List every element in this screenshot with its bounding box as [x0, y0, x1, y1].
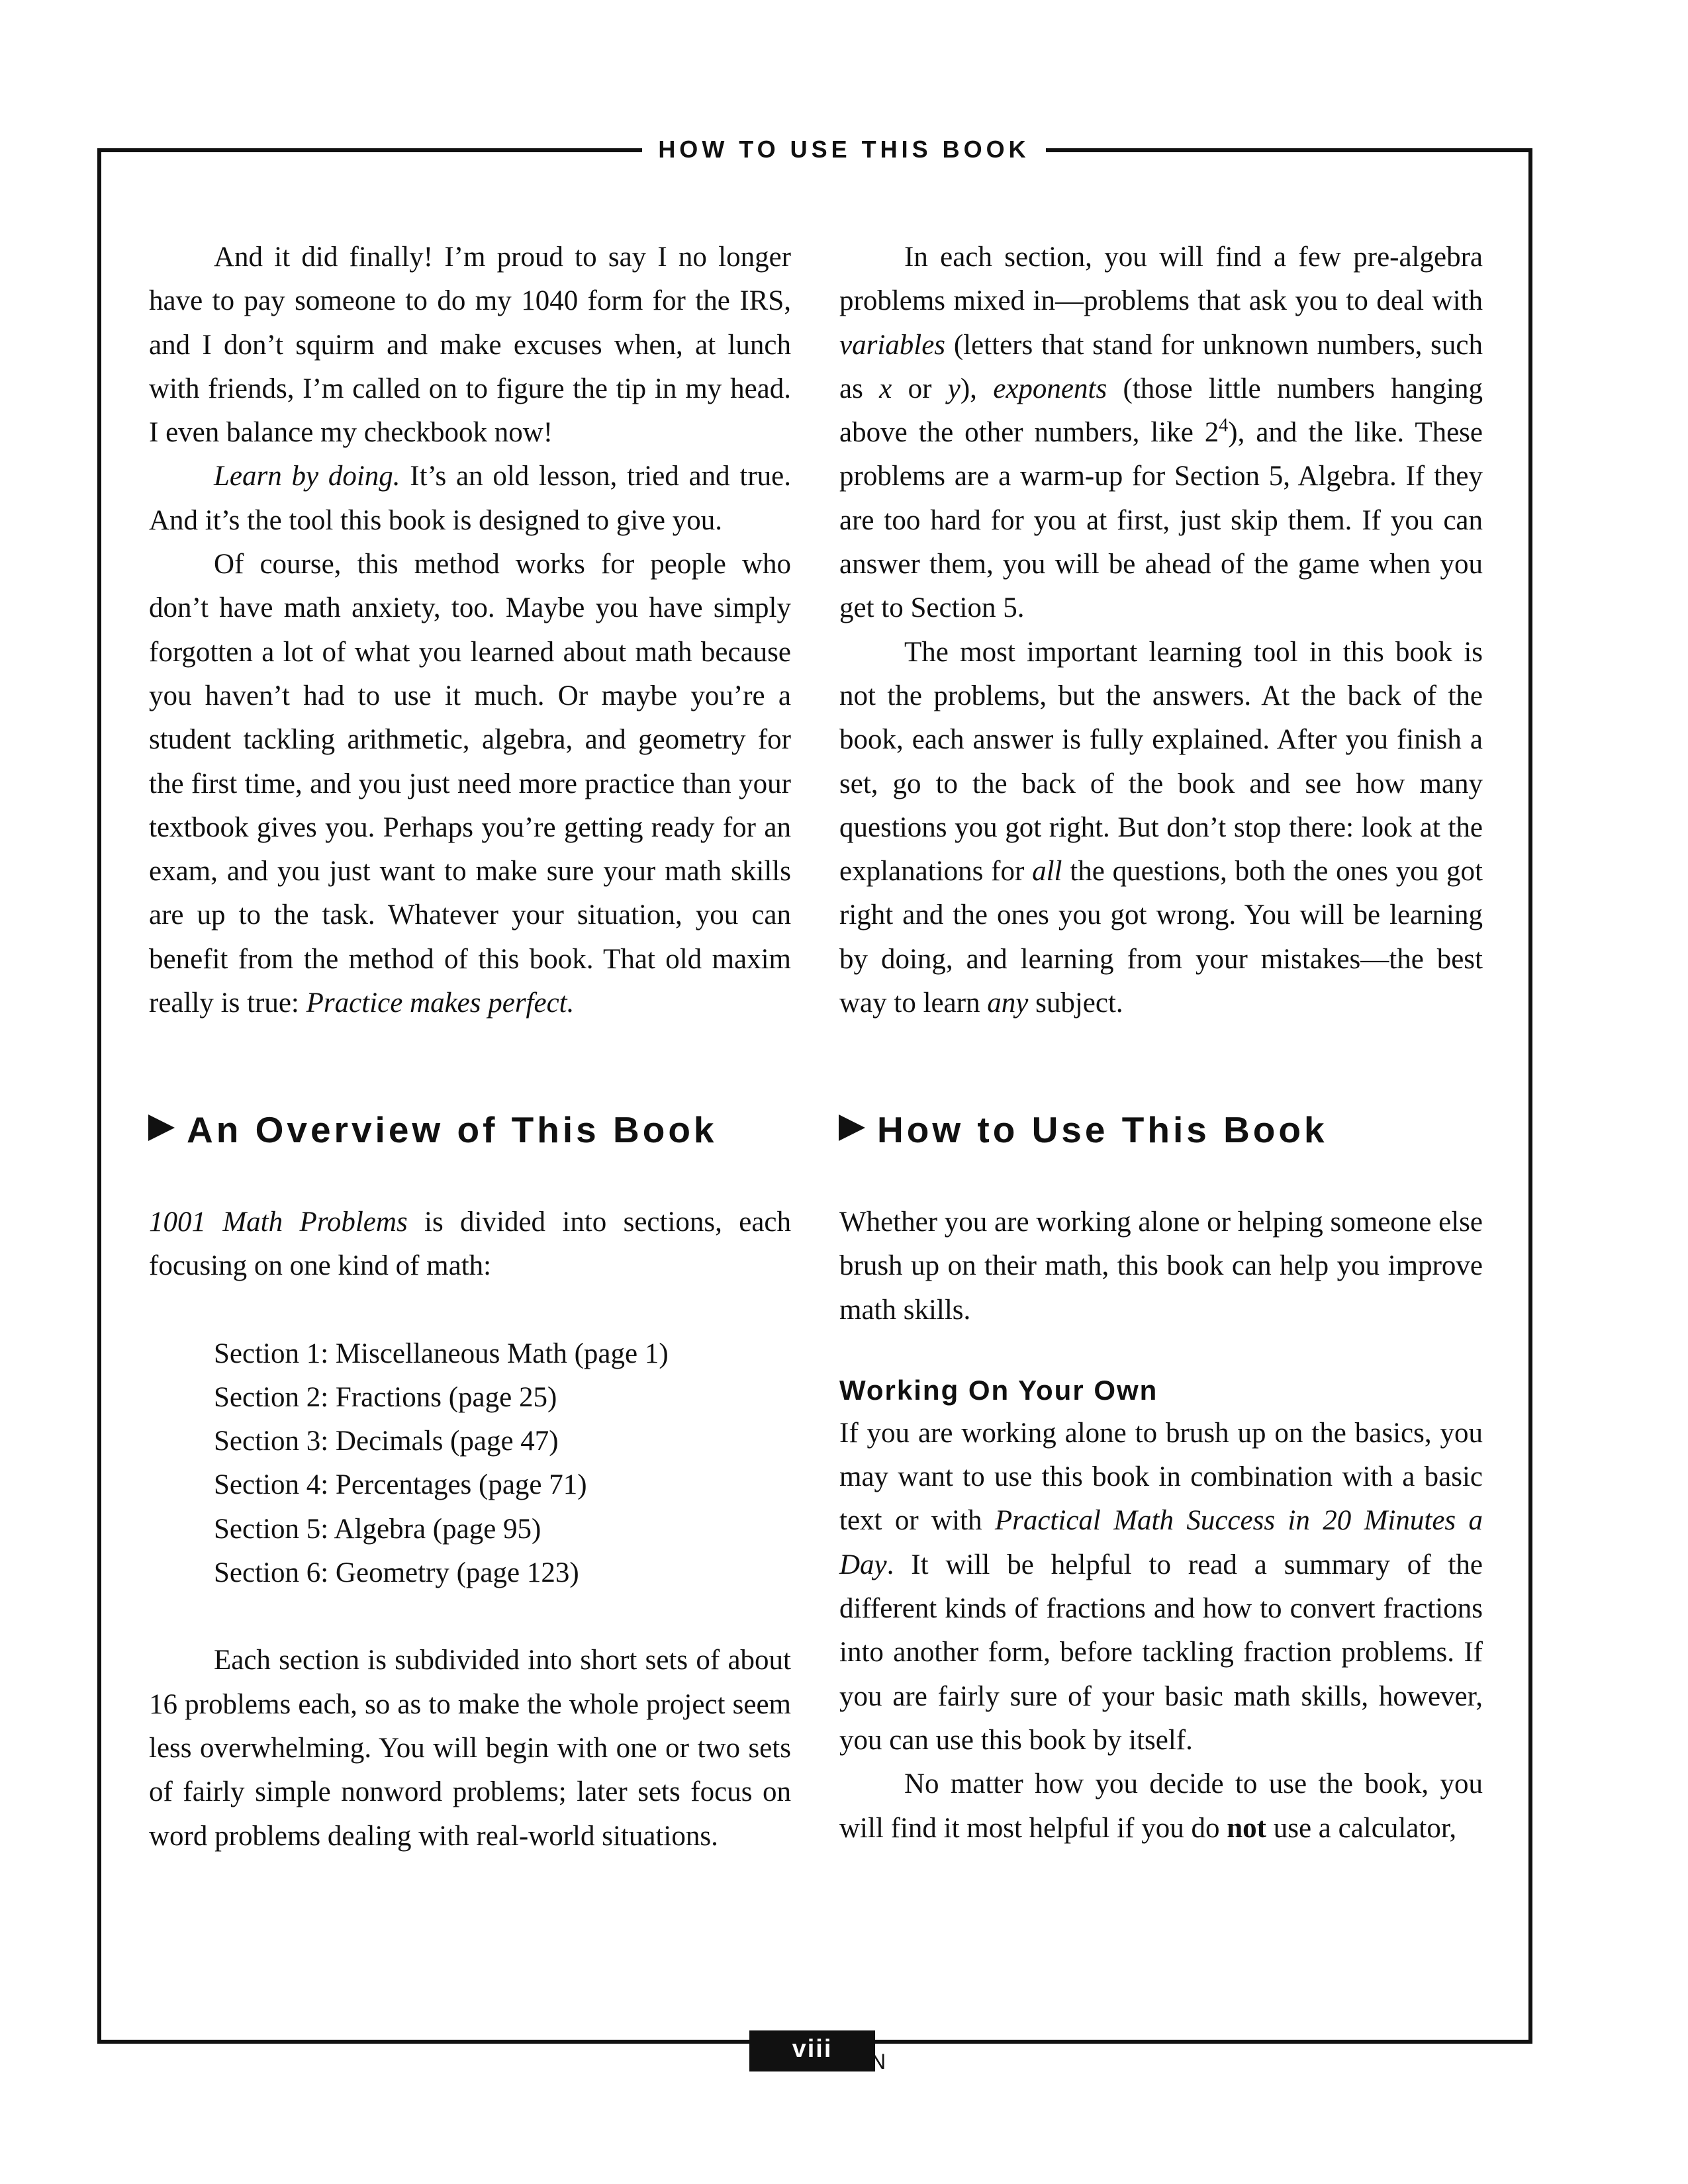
text: use a calculator,	[1266, 1812, 1457, 1844]
text: . It will be helpful to read a summary of the different kinds of fractions and how to convert fractions into another form, before tackling fraction problems. If you are fairly sure of your basic math skills, however, you can use this book by itself.	[839, 1549, 1483, 1756]
paragraph	[149, 455, 791, 543]
list-item: Section 1: Miscellaneous Math (page 1)	[214, 1338, 669, 1369]
paragraph	[149, 1201, 791, 1289]
page-number: viii	[792, 2035, 833, 2063]
heading-text: How to Use This Book	[877, 1109, 1328, 1150]
text: the questions, both the ones you got right and the ones you got wrong. You will be learning by doing, and learning from your mistakes—the best way to learn	[839, 856, 1483, 1019]
text: ), and the like. These problems are a warm-up for Section 5, Algebra. If they are too hard for you at first, just skip them. If you can answer them, you will be ahead of the game when you get to Section 5.	[839, 417, 1483, 624]
paragraph: Each section is subdivided into short sets of about 16 problems each, so as to make the whole project seem less overwhelming. You will begin with one or two sets of fairly simple nonword problems; later sets focus on word problems dealing with real-world situations.	[149, 1645, 791, 1852]
italic-text: Practical Math Success in 20 Minutes a Day	[839, 1505, 1483, 1580]
subheading: Working On Your Own	[839, 1374, 1158, 1406]
left-column-top	[149, 236, 791, 1025]
italic-text: variables	[839, 329, 946, 361]
italic-text: any	[987, 987, 1029, 1019]
text: In each section, you will find a few pre-algebra problems mixed in—problems that ask you to deal with	[839, 242, 1483, 317]
list-item: Section 4: Percentages (page 71)	[214, 1469, 587, 1501]
section-list	[149, 1332, 791, 1596]
text: is divided into sections, each focusing on one kind of math:	[149, 1206, 791, 1282]
italic-text: exponents	[993, 373, 1107, 404]
triangle-bullet-icon	[148, 1115, 175, 1141]
italic-text: y	[947, 373, 961, 404]
paragraph	[149, 543, 791, 1025]
running-header	[0, 134, 1688, 165]
italic-text: Practice makes perfect.	[306, 987, 575, 1019]
list-item: Section 5: Algebra (page 95)	[214, 1513, 541, 1545]
italic-text: Learn by doing.	[214, 461, 400, 492]
text: No matter how you decide to use the book, you will find it most helpful if you do	[839, 1768, 1483, 1844]
paragraph	[839, 1762, 1483, 1850]
footer-mark: N	[870, 2050, 886, 2073]
list-item: Section 3: Decimals (page 47)	[214, 1426, 559, 1457]
paragraph	[839, 631, 1483, 1026]
text: ),	[960, 373, 994, 404]
text: or	[892, 373, 948, 404]
text: The most important learning tool in this book is not the problems, but the answers. At the back of the book, each answer is fully explained. After you finish a set, go to the back of the book and see how many questions you got right. But don’t stop there: look at the explanations for	[839, 636, 1483, 887]
text: If you are working alone to brush up on the basics, you may want to use this book in combination with a basic text or with	[839, 1417, 1483, 1537]
right-column-bottom	[839, 1201, 1483, 1850]
running-title: HOW TO USE THIS BOOK	[642, 136, 1045, 163]
text: subject.	[1028, 987, 1123, 1019]
text: It’s an old lesson, tried and true. And it’s the tool this book is designed to give you.	[149, 461, 791, 536]
triangle-bullet-icon	[839, 1115, 865, 1141]
italic-text: 1001 Math Problems	[149, 1206, 408, 1238]
text: (those little numbers hanging above the other numbers, like 2	[839, 373, 1483, 449]
text: (letters that stand for unknown numbers, such as	[839, 329, 1483, 404]
paragraph	[839, 1412, 1483, 1762]
bold-text: not	[1227, 1812, 1266, 1844]
page-number-box	[749, 2030, 875, 2071]
right-column-top	[839, 236, 1483, 1025]
heading-text: An Overview of This Book	[187, 1109, 718, 1150]
paragraph: Whether you are working alone or helping someone else brush up on their math, this book can help you improve math skills.	[839, 1206, 1483, 1326]
italic-text: x	[879, 373, 892, 404]
superscript: 4	[1219, 415, 1229, 436]
left-column-bottom	[149, 1201, 791, 1858]
text: Of course, this method works for people who don’t have math anxiety, too. Maybe you have simply forgotten a lot of what you learned about math because you haven’t had to use it much. Or maybe you’re a student tackling arithmetic, algebra, and geometry for the first time, and you just need more practice than your textbook gives you. Perhaps you’re getting ready for an exam, and you just want to make sure your math skills are up to the task. Whatever your situation, you can benefit from the method of this book. That old maxim really is true:	[149, 549, 791, 1019]
paragraph	[839, 236, 1483, 631]
overview-heading	[148, 1107, 718, 1153]
italic-text: all	[1032, 856, 1062, 887]
paragraph: And it did finally! I’m proud to say I no longer have to pay someone to do my 1040 form for the IRS, and I don’t squirm and make excuses when, at lunch with friends, I’m called on to figure the tip in my head. I even balance my checkbook now!	[149, 242, 791, 449]
list-item: Section 2: Fractions (page 25)	[214, 1381, 557, 1413]
list-item: Section 6: Geometry (page 123)	[214, 1557, 579, 1589]
how-to-use-heading	[839, 1107, 1328, 1153]
